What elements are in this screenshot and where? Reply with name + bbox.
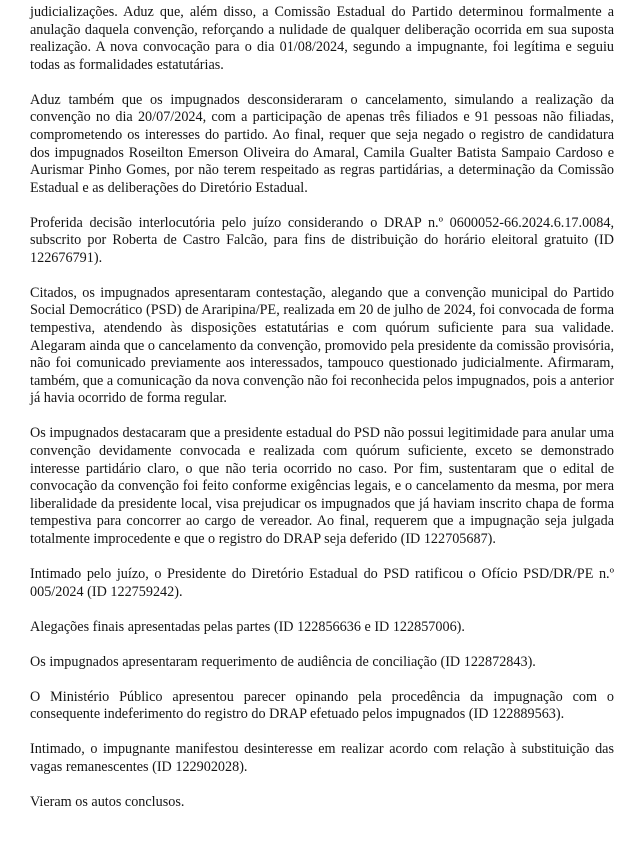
paragraph-contestacao: Citados, os impugnados apresentaram contestação, alegando que a convenção municipal do Partido Social Democrático (PSD) de Araripina/PE, realizada em 20 de julho de 2024, foi convocada de forma tempestiva, atendendo às disposições estatutárias e com quórum suficiente para sua validade. Alegaram ainda que o cancelamento da convenção, promovido pela presidente da comissão provisória, não foi comunicado previamente aos interessados, tampouco questionado judicialmente. Afirmaram, também, que a comunicação da nova convenção não foi reconhecida pelos impugnados, pois a anterior já havia ocorrido de forma regular. (30, 284, 614, 407)
paragraph-alegacoes-finais: Alegações finais apresentadas pelas partes (ID 122856636 e ID 122857006). (30, 618, 465, 635)
paragraph-autos-conclusos: Vieram os autos conclusos. (30, 793, 185, 810)
paragraph-decisao-interlocutoria: Proferida decisão interlocutória pelo juízo considerando o DRAP n.º 0600052-66.2024.6.17.0084, subscrito por Roberta de Castro Falcão, para fins de distribuição do horário eleitoral gratuito (ID 122676791). (30, 214, 614, 266)
paragraph-parecer-ministerio-publico: O Ministério Público apresentou parecer opinando pela procedência da impugnação com o consequente indeferimento do registro do DRAP efetuado pelos impugnados (ID 122889563). (30, 688, 614, 723)
paragraph-ratificacao-oficio: Intimado pelo juízo, o Presidente do Diretório Estadual do PSD ratificou o Ofício PSD/DR/PE n.º 005/2024 (ID 122759242). (30, 565, 614, 600)
paragraph-continuation-impugnacao: judicializações. Aduz que, além disso, a Comissão Estadual do Partido determinou formalmente a anulação daquela convenção, reforçando a nulidade de qualquer deliberação ocorrida em sua suposta realização. A nova convocação para o dia 01/08/2024, segundo a impugnante, foi legítima e seguiu todas as formalidades estatutárias. (30, 4, 614, 73)
paragraph-audiencia-conciliacao: Os impugnados apresentaram requerimento de audiência de conciliação (ID 122872843). (30, 653, 536, 670)
paragraph-cancelamento-convencao: Aduz também que os impugnados desconsideraram o cancelamento, simulando a realização da convenção no dia 20/07/2024, com a participação de apenas três filiados e 91 pessoas não filiadas, comprometendo os interesses do partido. Ao final, requer que seja negado o registro de candidatura dos impugnados Roseilton Emerson Oliveira do Amaral, Camila Gualter Batista Sampaio Cardoso e Aurismar Pinho Gomes, por não terem respeitado as regras partidárias, a determinação da Comissão Estadual e as deliberações do Diretório Estadual. (30, 91, 614, 196)
paragraph-desinteresse-acordo: Intimado, o impugnante manifestou desinteresse em realizar acordo com relação à substituição das vagas remanescentes (ID 122902028). (30, 741, 614, 775)
paragraph-legitimidade-presidente: Os impugnados destacaram que a presidente estadual do PSD não possui legitimidade para anular uma convenção devidamente convocada e realizada com quórum suficiente, exceto se demonstrado interesse partidário claro, o que não teria ocorrido no caso. Por fim, sustentaram que o edital de convocação da convenção foi feito conforme exigências legais, e o cancelamento da mesma, por mera liberalidade da presidente local, visa prejudicar os impugnados que já haviam inscrito chapa de forma tempestiva para concorrer ao cargo de vereador. Ao final, requerem que a impugnação seja julgada totalmente improcedente e que o registro do DRAP seja deferido (ID 122705687). (30, 425, 614, 547)
